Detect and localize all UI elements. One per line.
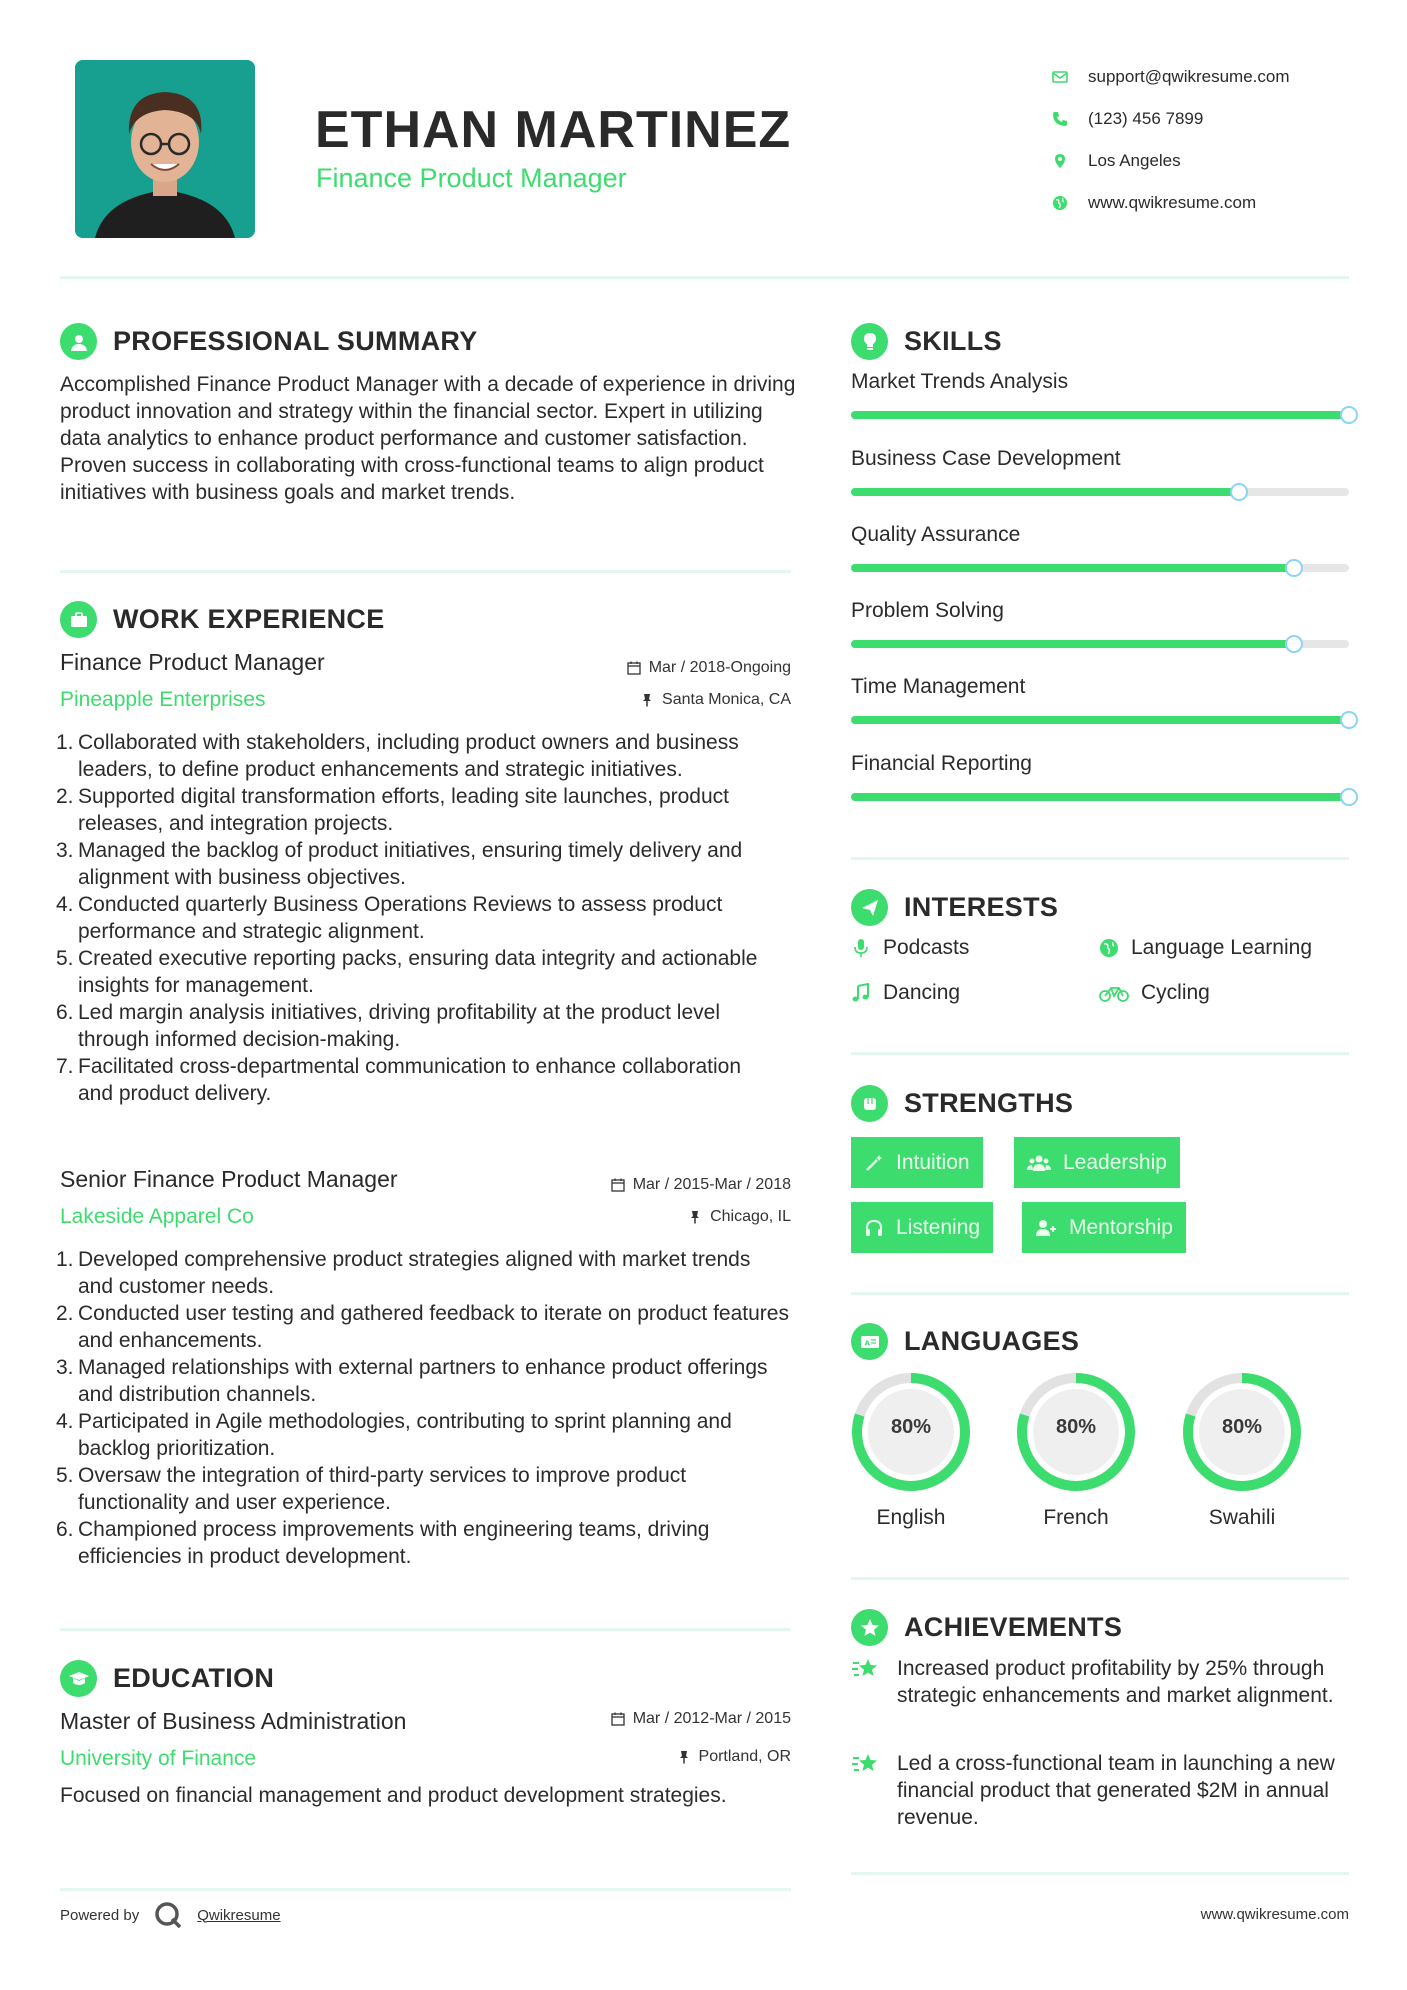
skills-heading: SKILLS [851, 323, 1002, 360]
skill-bar-fill [851, 640, 1294, 648]
job-location: Chicago, IL [688, 1208, 791, 1226]
skill-bar-fill [851, 716, 1349, 724]
candidate-name: ETHAN MARTINEZ [315, 101, 792, 159]
job-company: Lakeside Apparel Co [60, 1205, 254, 1228]
svg-text:A: A [864, 1339, 870, 1347]
language-label: English [876, 1506, 946, 1529]
achievements-heading: ACHIEVEMENTS [851, 1609, 1122, 1646]
qwikresume-link[interactable]: Qwikresume [197, 1906, 281, 1924]
skills-divider [851, 857, 1349, 860]
achievement-item [851, 1655, 1351, 1709]
pushpin-icon [688, 1210, 702, 1224]
language-item [1014, 1370, 1138, 1530]
contact-location [1052, 140, 1290, 182]
job-company: Pineapple Enterprises [60, 688, 266, 711]
skill-bar-fill [851, 488, 1239, 496]
language-item [1180, 1370, 1304, 1530]
list-item: 3. Managed relationships with external partners to enhance product offerings and distribution channels. [56, 1356, 768, 1406]
language-percent: 80% [1221, 1416, 1263, 1438]
contact-location-text: Los Angeles [1088, 151, 1181, 170]
users-icon [1027, 1153, 1051, 1173]
list-item: 6. Led margin analysis initiatives, driving profitability at the product level through informed decision-making. [56, 1001, 720, 1051]
list-item: 2. Conducted user testing and gathered feedback to iterate on product features and enhancements. [56, 1302, 789, 1352]
lightbulb-icon [859, 331, 881, 353]
summary-text: Accomplished Finance Product Manager with a decade of experience in driving product innovation and strategy within the financial sector. Expert in utilizing data analytics to enhance product performance and customer satisfaction. Proven success in collaborating with cross-functional teams to align product initiatives with business goals and market trends. [60, 373, 796, 504]
calendar-icon [627, 661, 641, 675]
calendar-icon [611, 1178, 625, 1192]
skill-item [851, 599, 1351, 629]
contact-phone[interactable] [1052, 98, 1290, 140]
pushpin-icon [640, 693, 654, 707]
skill-bar [851, 640, 1349, 648]
footer-url[interactable]: www.qwikresume.com [1200, 1906, 1349, 1923]
qwikresume-logo-icon [153, 1900, 183, 1930]
briefcase-icon [68, 609, 90, 631]
powered-by [60, 1900, 281, 1930]
email-icon [1052, 69, 1068, 85]
interest-item: Dancing [851, 981, 960, 1005]
education-date: Mar / 2012-Mar / 2015 [611, 1710, 791, 1728]
skill-label: Business Case Development [851, 447, 1121, 470]
skill-item [851, 370, 1351, 400]
list-item: 5. Created executive reporting packs, ensuring data integrity and actionable insights for management. [56, 947, 758, 997]
interests-divider [851, 1052, 1349, 1055]
language-card-icon [859, 1331, 881, 1353]
skill-bar [851, 716, 1349, 724]
star-burst-icon [851, 1750, 881, 1780]
list-item: 5. Oversaw the integration of third-party services to improve product functionality and user experience. [56, 1464, 687, 1514]
skill-item [851, 752, 1351, 782]
microphone-icon [851, 938, 871, 958]
strengths-heading: STRENGTHS [851, 1085, 1073, 1122]
phone-icon [1052, 111, 1068, 127]
music-note-icon [851, 983, 871, 1003]
header-divider [60, 276, 1349, 279]
education-heading: EDUCATION [60, 1660, 274, 1697]
star-burst-icon [851, 1655, 881, 1685]
globe-icon [1052, 195, 1068, 211]
star-icon [859, 1617, 881, 1639]
skill-label: Problem Solving [851, 599, 1004, 622]
skill-bar [851, 488, 1349, 496]
profile-photo [75, 60, 255, 238]
globe-icon [1099, 938, 1119, 958]
job-title: Finance Product Manager [60, 649, 325, 675]
languages-divider [851, 1577, 1349, 1580]
job-date: Mar / 2015-Mar / 2018 [611, 1176, 791, 1194]
skill-bar [851, 793, 1349, 801]
skill-item [851, 523, 1351, 553]
user-plus-icon [1035, 1218, 1057, 1238]
skill-label: Time Management [851, 675, 1026, 698]
skill-item [851, 675, 1351, 705]
summary-heading: PROFESSIONAL SUMMARY [60, 323, 478, 360]
strength-tag: Listening [851, 1202, 993, 1253]
list-item: 6. Championed process improvements with engineering teams, driving efficiencies in product development. [56, 1518, 710, 1568]
achievement-item [851, 1750, 1351, 1831]
education-location: Portland, OR [677, 1748, 791, 1766]
interest-item: Language Learning [1099, 936, 1312, 960]
work-divider [60, 1628, 791, 1631]
skill-slider-handle[interactable] [1285, 635, 1303, 653]
skill-bar [851, 564, 1349, 572]
job-bullets [56, 1246, 790, 1570]
location-pin-icon [1052, 153, 1068, 169]
education-description: Focused on financial management and product development strategies. [60, 1784, 727, 1807]
languages-heading: A LANGUAGES [851, 1323, 1079, 1360]
headphones-icon [864, 1218, 884, 1238]
interest-item: Podcasts [851, 936, 969, 960]
job-bullets [56, 729, 780, 1107]
job-title: Senior Finance Product Manager [60, 1166, 398, 1192]
contact-phone-text: (123) 456 7899 [1088, 109, 1204, 128]
contact-website[interactable] [1052, 182, 1290, 224]
calendar-icon [611, 1712, 625, 1726]
summary-divider [60, 570, 791, 573]
job-location: Santa Monica, CA [640, 691, 791, 709]
achievement-text: Led a cross-functional team in launching a new financial product that generated $2M in annual revenue. [897, 1752, 1335, 1829]
list-item: 1. Developed comprehensive product strategies aligned with market trends and customer needs. [56, 1248, 751, 1298]
pushpin-icon [677, 1750, 691, 1764]
school-name: University of Finance [60, 1747, 257, 1770]
powered-by-label: Powered by [60, 1906, 140, 1924]
magic-wand-icon [864, 1153, 884, 1173]
language-item [849, 1370, 973, 1530]
work-heading: WORK EXPERIENCE [60, 601, 385, 638]
skill-label: Quality Assurance [851, 523, 1021, 546]
contact-email[interactable] [1052, 56, 1290, 98]
language-percent: 80% [890, 1416, 932, 1438]
fist-icon [859, 1093, 881, 1115]
skill-bar-fill [851, 411, 1349, 419]
bicycle-icon [1099, 983, 1129, 1003]
interests-heading: INTERESTS [851, 889, 1058, 926]
candidate-title: Finance Product Manager [316, 163, 627, 193]
strengths-divider [851, 1292, 1349, 1295]
user-icon [68, 331, 90, 353]
skill-slider-handle[interactable] [1340, 788, 1358, 806]
education-divider [60, 1888, 791, 1891]
skill-slider-handle[interactable] [1285, 559, 1303, 577]
skill-bar-fill [851, 564, 1294, 572]
language-label: French [1043, 1506, 1109, 1529]
graduation-icon [68, 1668, 90, 1690]
list-item: 7. Facilitated cross-departmental communication to enhance collaboration and product delivery. [56, 1055, 742, 1105]
contact-website-text: www.qwikresume.com [1088, 193, 1257, 212]
achievement-text: Increased product profitability by 25% through strategic enhancements and market alignment. [897, 1657, 1334, 1707]
achievements-divider [851, 1872, 1349, 1875]
skill-bar-fill [851, 793, 1349, 801]
strength-tag: Leadership [1014, 1137, 1180, 1188]
skill-label: Financial Reporting [851, 752, 1032, 775]
language-label: Swahili [1208, 1506, 1276, 1529]
strength-tag: Mentorship [1022, 1202, 1186, 1253]
list-item: 2. Supported digital transformation efforts, leading site launches, product releases, and integration projects. [56, 785, 729, 835]
paper-plane-icon [859, 897, 881, 919]
skill-slider-handle[interactable] [1230, 483, 1248, 501]
skill-slider-handle[interactable] [1340, 406, 1358, 424]
skill-item [851, 447, 1351, 477]
list-item: 4. Conducted quarterly Business Operations Reviews to assess product performance and strategic alignment. [56, 893, 723, 943]
language-percent: 80% [1055, 1416, 1097, 1438]
contact-email-text: support@qwikresume.com [1088, 67, 1290, 86]
degree-title: Master of Business Administration [60, 1708, 407, 1734]
skill-bar [851, 411, 1349, 419]
skill-label: Market Trends Analysis [851, 370, 1069, 393]
contact-list [1052, 56, 1290, 224]
interest-item: Cycling [1099, 981, 1210, 1005]
skill-slider-handle[interactable] [1340, 711, 1358, 729]
list-item: 3. Managed the backlog of product initiatives, ensuring timely delivery and alignment with business objectives. [56, 839, 743, 889]
job-date: Mar / 2018-Ongoing [627, 659, 791, 677]
list-item: 1. Collaborated with stakeholders, including product owners and business leaders, to define product enhancements and strategic initiatives. [56, 731, 739, 781]
list-item: 4. Participated in Agile methodologies, contributing to sprint planning and backlog prioritization. [56, 1410, 732, 1460]
strength-tag: Intuition [851, 1137, 983, 1188]
